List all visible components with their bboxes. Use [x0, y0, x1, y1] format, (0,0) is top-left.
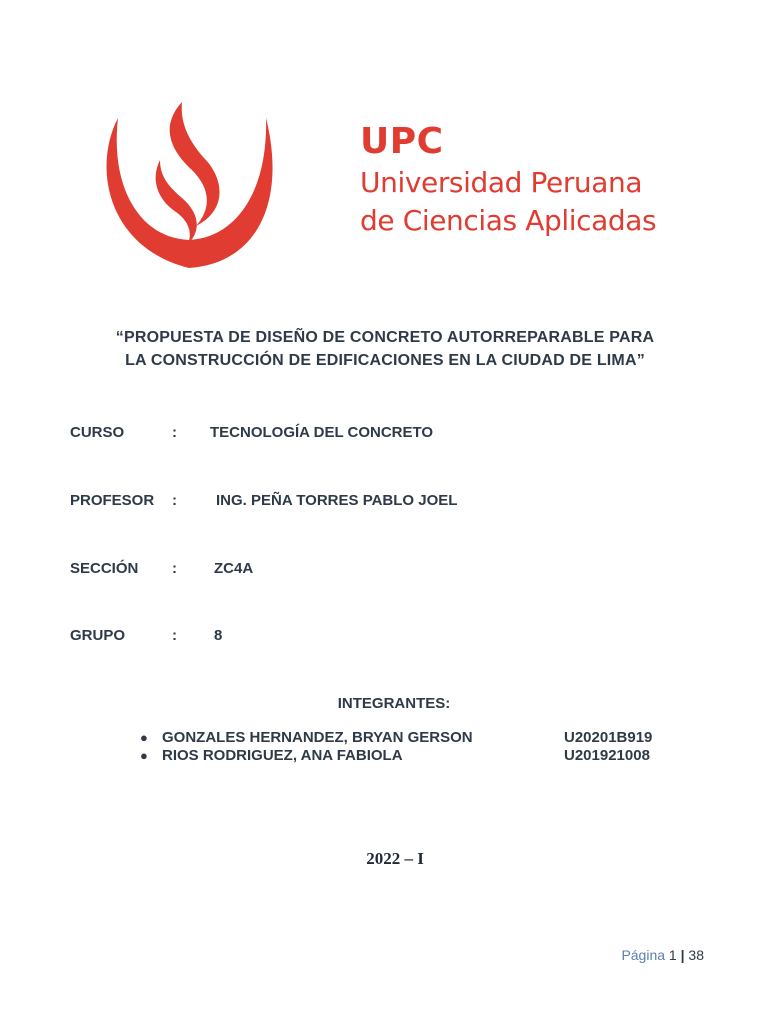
upc-wordmark	[360, 120, 656, 240]
member-code: U20201B919	[564, 729, 653, 746]
title-line-2: LA CONSTRUCCIÓN DE EDIFICACIONES EN LA CIUDAD DE LIMA”	[125, 352, 645, 369]
profesor-value: ING. PEÑA TORRES PABLO JOEL	[216, 492, 458, 509]
profesor-colon: :	[172, 492, 177, 509]
seccion-value: ZC4A	[214, 560, 254, 577]
academic-period: 2022 – I	[366, 849, 424, 868]
member-name: RIOS RODRIGUEZ, ANA FABIOLA	[162, 747, 403, 764]
logo-university-line2: de Ciencias Aplicadas	[360, 204, 657, 237]
upc-logo-icon	[100, 98, 278, 270]
document-title	[40, 326, 730, 372]
member-code: U201921008	[564, 747, 650, 764]
bullet-icon: ●	[140, 748, 148, 763]
page-separator: |	[680, 947, 685, 963]
seccion-label: SECCIÓN	[70, 560, 139, 577]
page-label: Página	[621, 947, 666, 963]
total-pages: 38	[688, 947, 704, 963]
bullet-icon: ●	[140, 730, 148, 745]
grupo-colon: :	[172, 627, 177, 644]
curso-colon: :	[172, 424, 177, 441]
logo-abbr: UPC	[360, 121, 444, 162]
seccion-colon: :	[172, 560, 177, 577]
integrantes-heading: INTEGRANTES:	[337, 695, 451, 712]
curso-label: CURSO	[70, 424, 125, 441]
page-footer	[621, 947, 704, 963]
page-number: 1	[668, 947, 677, 963]
title-line-1: “PROPUESTA DE DISEÑO DE CONCRETO AUTORREPARABLE PARA	[115, 329, 655, 346]
logo-university-line1: Universidad Peruana	[360, 166, 643, 199]
member-name: GONZALES HERNANDEZ, BRYAN GERSON	[162, 729, 473, 746]
grupo-value: 8	[214, 627, 223, 644]
curso-value: TECNOLOGÍA DEL CONCRETO	[210, 424, 434, 441]
grupo-label: GRUPO	[70, 627, 126, 644]
profesor-label: PROFESOR	[70, 492, 155, 509]
